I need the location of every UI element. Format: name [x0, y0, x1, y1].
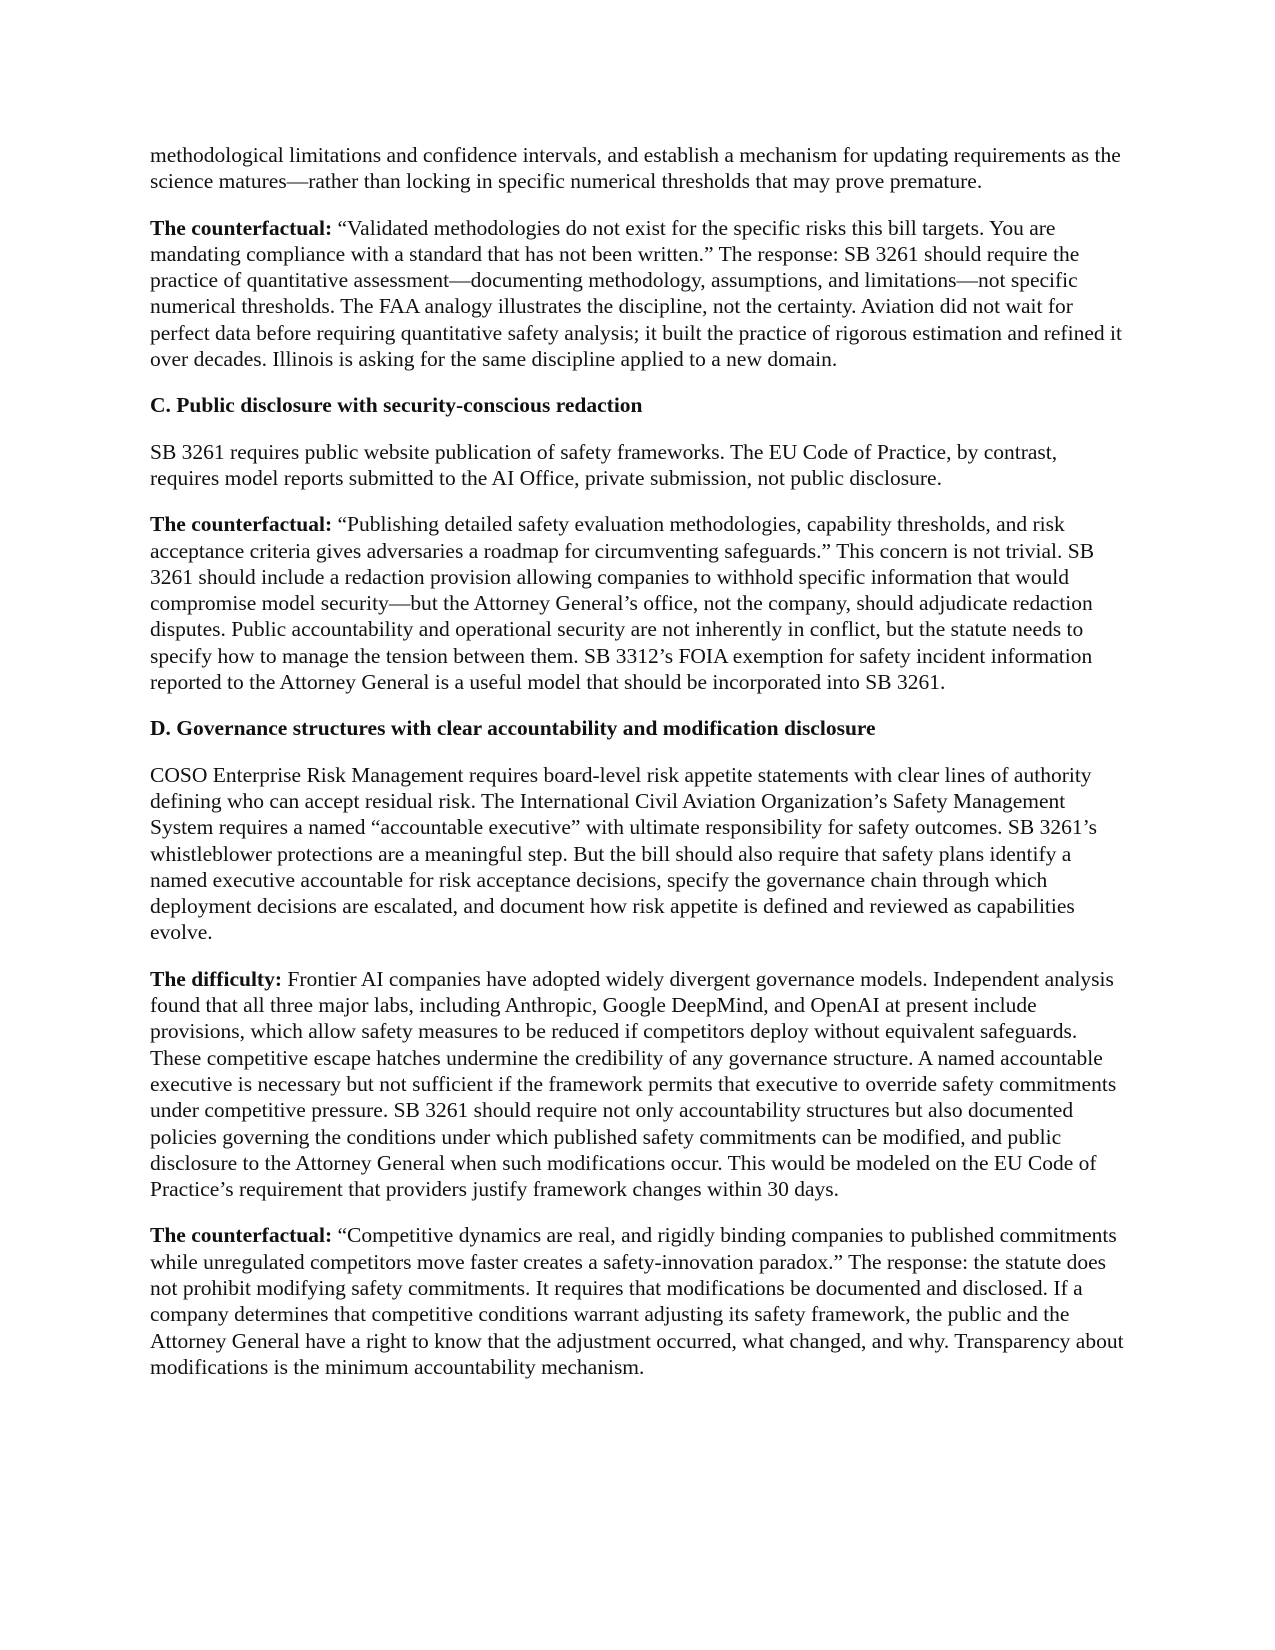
paragraph-lead-label: The counterfactual:: [150, 1223, 333, 1248]
paragraph-lead-label: The counterfactual:: [150, 215, 333, 240]
paragraph-text: SB 3261 requires public website publication of safety frameworks. The EU Code of Practice, by contrast, requires model reports submitted to the AI Office, private submission, not public disclosure.: [150, 439, 1058, 490]
section-heading-c: C. Public disclosure with security-conscious redaction: [150, 393, 643, 418]
paragraph-text: Frontier AI companies have adopted widely divergent governance models. Independent analysis found that all three major labs, including Anthropic, Google DeepMind, and OpenAI at present include provisions, which allow safety measures to be reduced if competitors deploy without equivalent safeguards. These competitive escape hatches undermine the credibility of any governance structure. A named accountable executive is necessary but not sufficient if the framework permits that executive to override safety commitments under competitive pressure. SB 3261 should require not only accountability structures but also documented policies governing the conditions under which published safety commitments can be modified, and public disclosure to the Attorney General when such modifications occur. This would be modeled on the EU Code of Practice’s requirement that providers justify framework changes within 30 days.: [150, 966, 1117, 1202]
section-heading-d: D. Governance structures with clear accountability and modification disclosure: [150, 716, 876, 741]
paragraph-governance-structures: [150, 762, 1130, 946]
paragraph-counterfactual-redaction: [150, 511, 1130, 695]
paragraph-public-disclosure: [150, 439, 1130, 492]
paragraph-text: “Competitive dynamics are real, and rigidly binding companies to published commitments while unregulated competitors move faster creates a safety-innovation paradox.” The response: the statute does not prohibit modifying safety commitments. It requires that modifications be documented and disclosed. If a company determines that competitive conditions warrant adjusting its safety framework, the public and the Attorney General have a right to know that the adjustment occurred, what changed, and why. Transparency about modifications is the minimum accountability mechanism.: [150, 1223, 1124, 1379]
paragraph-text: COSO Enterprise Risk Management requires board-level risk appetite statements with clear lines of authority defining who can accept residual risk. The International Civil Aviation Organization’s Safety Management System requires a named “accountable executive” with ultimate responsibility for safety outcomes. SB 3261’s whistleblower protections are a meaningful step. But the bill should also require that safety plans identify a named executive accountable for risk acceptance decisions, specify the governance chain through which deployment decisions are escalated, and document how risk appetite is defined and reviewed as capabilities evolve.: [150, 762, 1097, 945]
paragraph-text: “Validated methodologies do not exist for the specific risks this bill targets. You are mandating compliance with a standard that has not been written.” The response: SB 3261 should require the practice of quantitative assessment—documenting methodology, assumptions, and limitations—not specific numerical thresholds. The FAA analogy illustrates the discipline, not the certainty. Aviation did not wait for perfect data before requiring quantitative safety analysis; it built the practice of rigorous estimation and refined it over decades. Illinois is asking for the same discipline applied to a new domain.: [150, 215, 1122, 372]
paragraph-lead-label: The difficulty:: [150, 966, 282, 991]
paragraph-methodology-continuation: [150, 142, 1130, 195]
paragraph-counterfactual-methodologies: [150, 215, 1130, 373]
paragraph-difficulty: [150, 966, 1130, 1203]
paragraph-counterfactual-competitive: [150, 1222, 1130, 1380]
paragraph-text: methodological limitations and confidence intervals, and establish a mechanism for updating requirements as the science matures—rather than locking in specific numerical thresholds that may prove premature.: [150, 143, 1121, 194]
paragraph-lead-label: The counterfactual:: [150, 512, 333, 537]
document-page: [150, 142, 1130, 1400]
paragraph-text: “Publishing detailed safety evaluation methodologies, capability thresholds, and risk acceptance criteria gives adversaries a roadmap for circumventing safeguards.” This concern is not trivial. SB 3261 should include a redaction provision allowing companies to withhold specific information that would compromise model security—but the Attorney General’s office, not the company, should adjudicate redaction disputes. Public accountability and operational security are not inherently in conflict, but the statute needs to specify how to manage the tension between them. SB 3312’s FOIA exemption for safety incident information reported to the Attorney General is a useful model that should be incorporated into SB 3261.: [150, 512, 1095, 695]
